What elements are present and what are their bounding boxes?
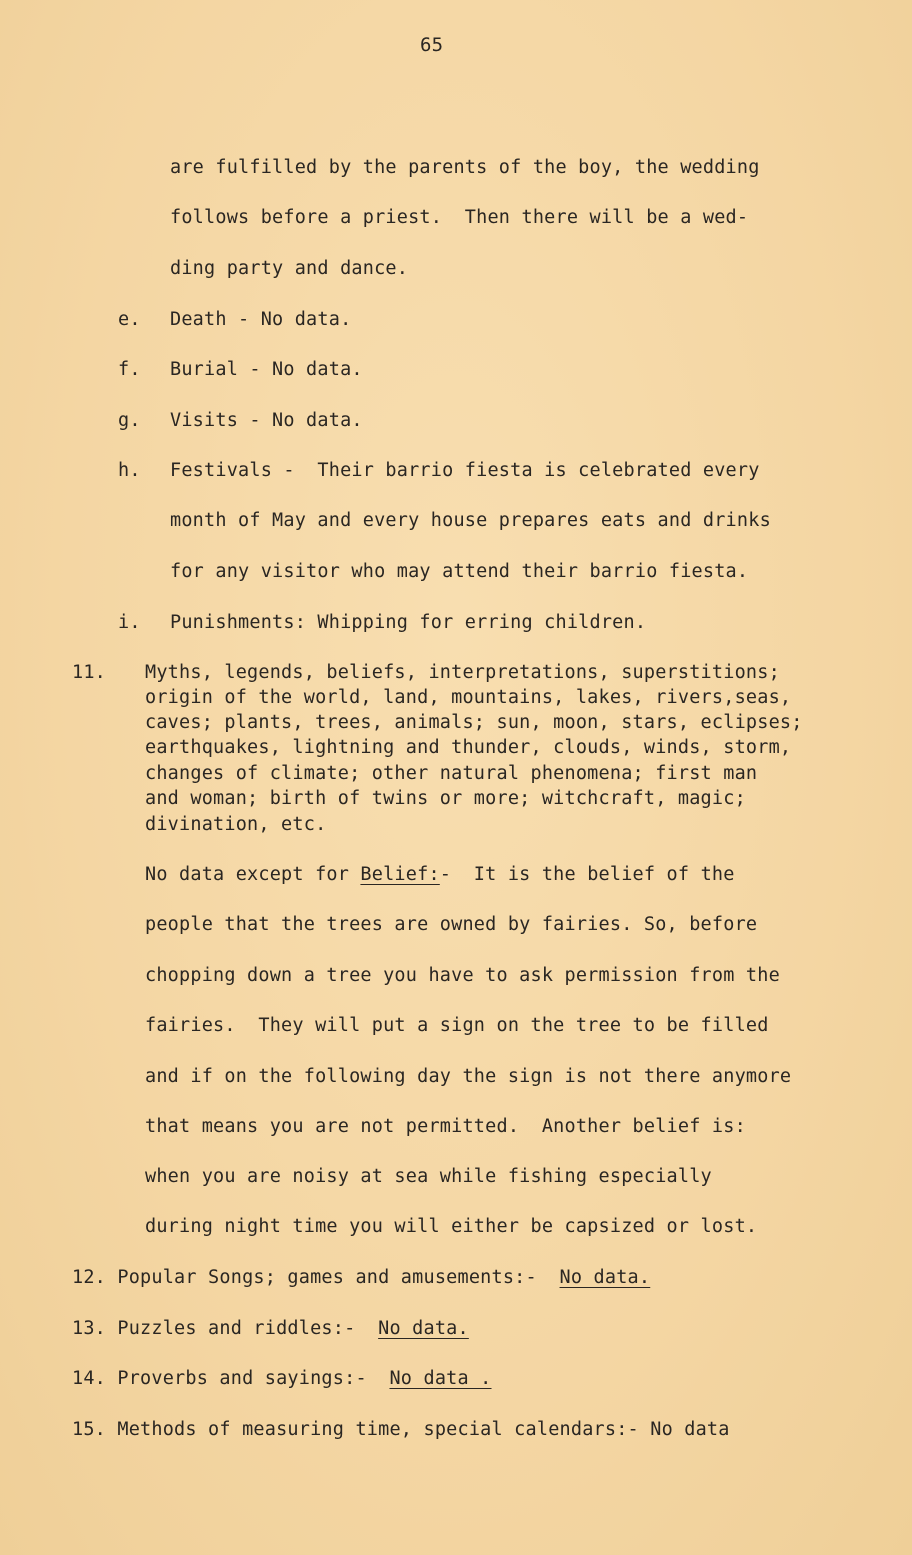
belief-intro	[145, 864, 735, 885]
continuation-line: are fulfilled by the parents of the boy, the wedding	[170, 157, 760, 178]
item-marker: f.	[118, 359, 141, 380]
section-label: 12. Popular Songs; games and amusements:-	[72, 1267, 560, 1288]
item-festivals: Festivals - Their barrio fiesta is celebrated every	[170, 460, 760, 481]
festival-line: for any visitor who may attend their barrio fiesta.	[170, 561, 749, 582]
item-marker: h.	[118, 460, 141, 481]
section-value: No data.	[378, 1318, 469, 1339]
continuation-line: follows before a priest. Then there will be a wed-	[170, 207, 749, 228]
section-15	[72, 1419, 730, 1440]
item-marker: e.	[118, 309, 141, 330]
section-label: 13. Puzzles and riddles:-	[72, 1318, 379, 1339]
section-14	[72, 1368, 492, 1389]
section11-line: divination, etc.	[145, 814, 327, 835]
section11-line: and woman; birth of twins or more; witchcraft, magic;	[145, 788, 746, 809]
page-number: 65	[420, 34, 444, 56]
belief-prefix: No data except for	[145, 864, 361, 885]
section11-line: earthquakes, lightning and thunder, clouds, winds, storm,	[145, 737, 792, 758]
item-marker: g.	[118, 410, 141, 431]
item-visits: Visits - No data.	[170, 410, 363, 431]
section-label: 15. Methods of measuring time, special calendars:- No data	[72, 1419, 730, 1440]
section-12	[72, 1267, 650, 1288]
section-label: 14. Proverbs and sayings:-	[72, 1368, 390, 1389]
item-marker: i.	[118, 612, 141, 633]
section11-line: Myths, legends, beliefs, interpretations, superstitions;	[145, 662, 780, 683]
belief-line: during night time you will either be capsized or lost.	[145, 1216, 758, 1237]
belief-line: people that the trees are owned by fairies. So, before	[145, 914, 758, 935]
section11-line: caves; plants, trees, animals; sun, moon, stars, eclipses;	[145, 712, 803, 733]
belief-label: Belief:	[360, 864, 440, 885]
section11-line: changes of climate; other natural phenomena; first man	[145, 763, 758, 784]
section11-line: origin of the world, land, mountains, lakes, rivers,seas,	[145, 687, 792, 708]
item-punishments: Punishments: Whipping for erring children.	[170, 612, 647, 633]
belief-line: when you are noisy at sea while fishing especially	[145, 1166, 712, 1187]
belief-suffix: - It is the belief of the	[439, 864, 735, 885]
belief-line: that means you are not permitted. Another belief is:	[145, 1116, 746, 1137]
belief-line: fairies. They will put a sign on the tree to be filled	[145, 1015, 769, 1036]
festival-line: month of May and every house prepares eats and drinks	[170, 510, 771, 531]
section-value: No data .	[389, 1368, 492, 1389]
section-13	[72, 1318, 469, 1339]
item-burial: Burial - No data.	[170, 359, 363, 380]
item-death: Death - No data.	[170, 309, 352, 330]
section-number: 11.	[72, 662, 107, 683]
section-value: No data.	[559, 1267, 651, 1288]
continuation-line: ding party and dance.	[170, 258, 409, 279]
belief-line: and if on the following day the sign is not there anymore	[145, 1066, 792, 1087]
belief-line: chopping down a tree you have to ask permission from the	[145, 965, 780, 986]
